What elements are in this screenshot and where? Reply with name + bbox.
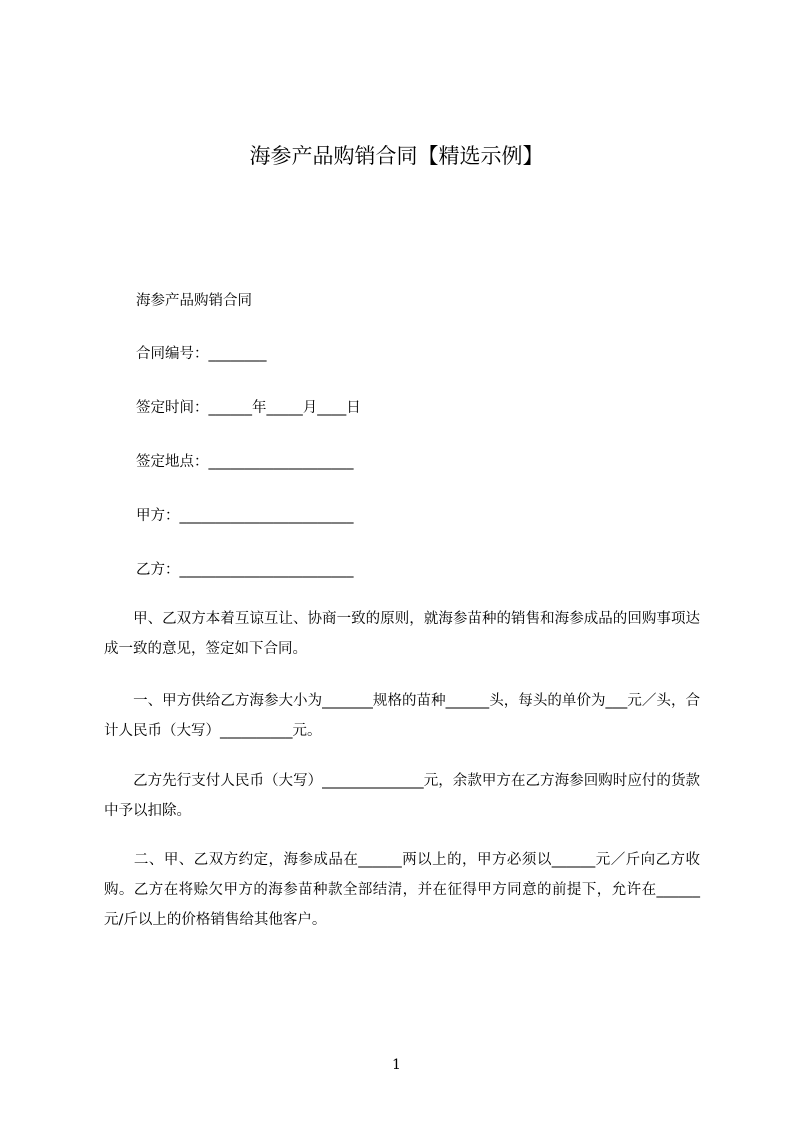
- contract-number-field: 合同编号：________: [136, 346, 267, 362]
- party-b-field: 乙方：________________________: [136, 562, 354, 578]
- party-a-field: 甲方：________________________: [136, 508, 354, 524]
- contract-subtitle: 海参产品购销合同: [136, 293, 252, 309]
- paragraph-clause-1: 一、甲方供给乙方海参大小为_______规格的苗种______头，每头的单价为___元／头，合计人民币（大写）__________元。: [104, 693, 700, 739]
- page-number: 1: [392, 1057, 401, 1073]
- sign-place-field: 签定地点：____________________: [136, 454, 354, 470]
- paragraph-principle: 甲、乙双方本着互谅互让、协商一致的原则，就海参苗种的销售和海参成品的回购事项达成一致的意见，签定如下合同。: [104, 611, 700, 657]
- paragraph-clause-2: 二、甲、乙双方约定，海参成品在______两以上的，甲方必须以______元／斤向乙方收购。乙方在将赊欠甲方的海参苗种款全部结清，并在征得甲方同意的前提下，允许在______元/斤以上的价格销售给其他客户。: [104, 852, 700, 928]
- paragraph-prepayment: 乙方先行支付人民币（大写）______________元，余款甲方在乙方海参回购时应付的货款中予以扣除。: [104, 773, 700, 819]
- sign-time-field: 签定时间：______年_____月____日: [136, 400, 361, 416]
- document-title: 海参产品购销合同【精选示例】: [249, 144, 544, 168]
